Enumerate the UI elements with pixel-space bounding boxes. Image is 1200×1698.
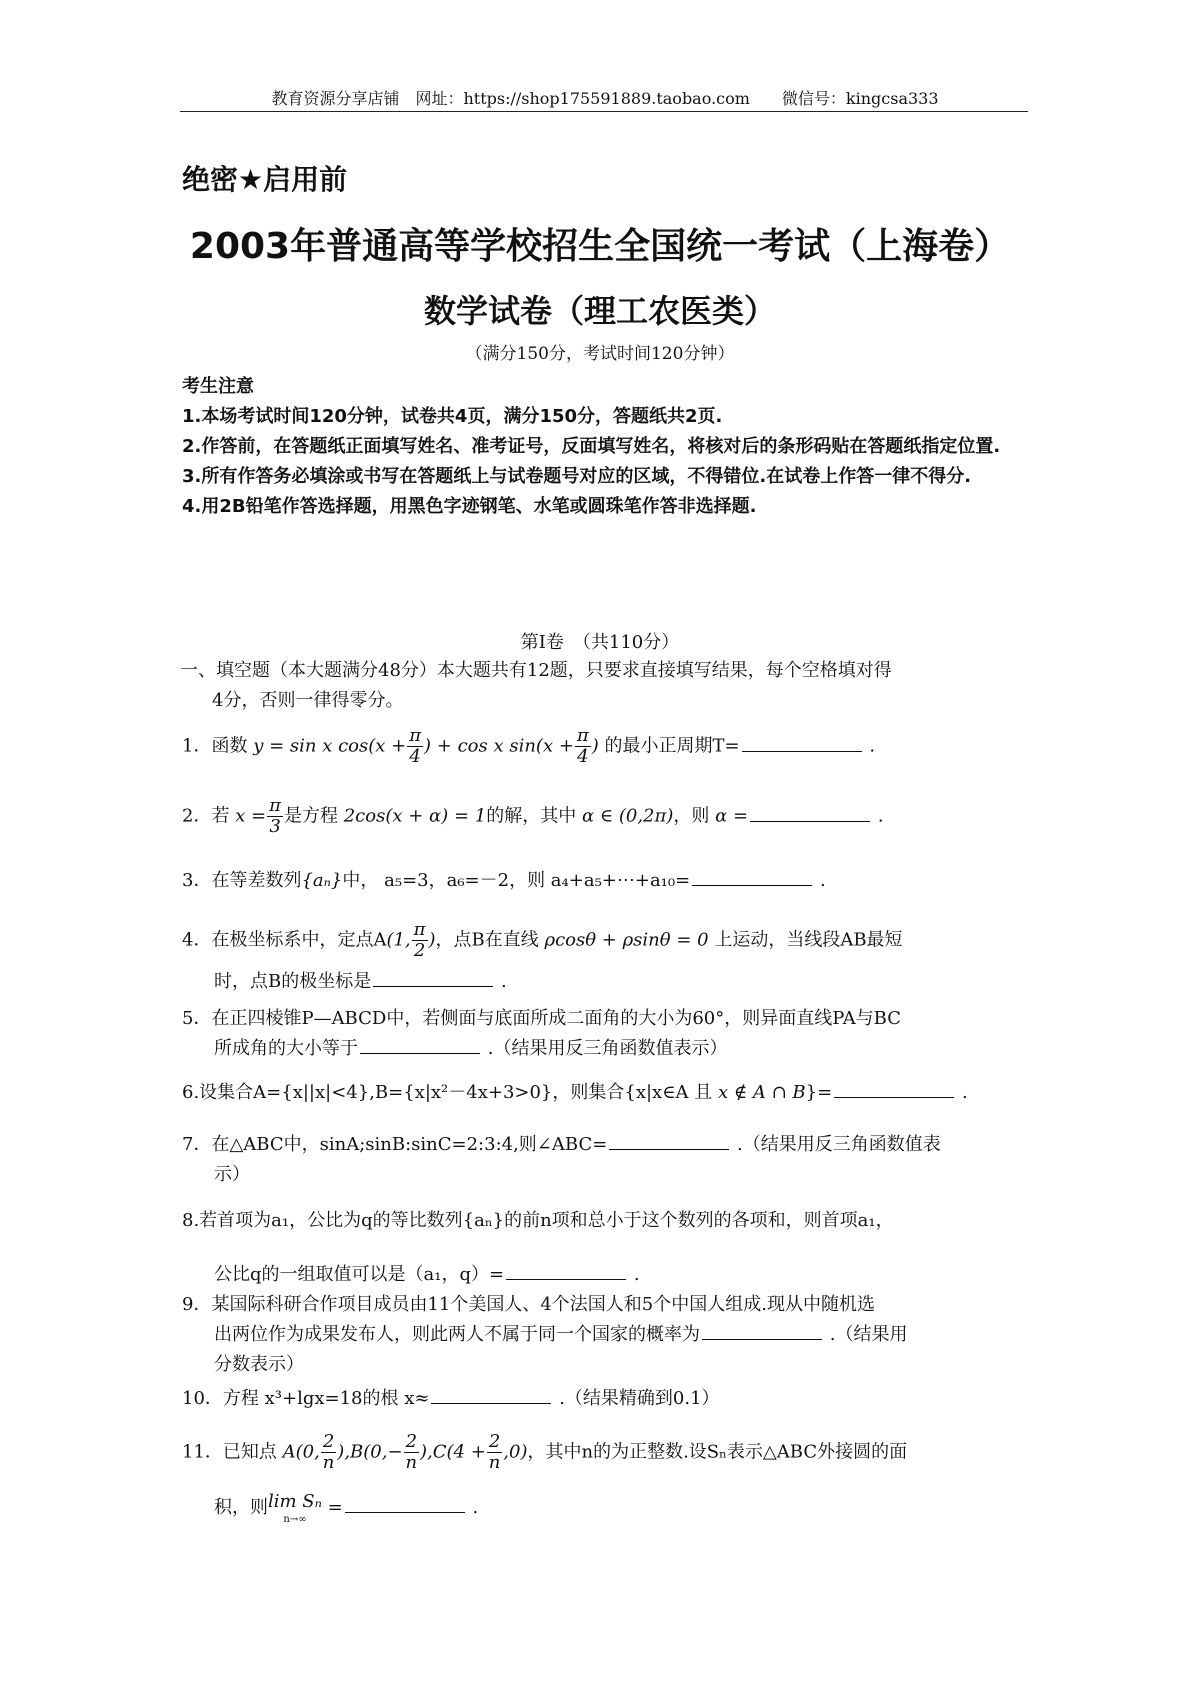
q4-end: . [500,971,507,992]
q8-answer-blank[interactable] [506,1261,626,1280]
q10-answer-blank[interactable] [431,1385,551,1404]
q1-formula-a: y = sin x cos(x + [253,735,407,757]
q11-line1: 11．已知点 A(0, $\frac{2}{n}$ ),B(0,− $\frac{2}{n}$ ),C(4 + $\frac{2}{n}$ ,0)，其中n的为正整数.设Sₙ表示△ABC外接圆的面 [182,1431,908,1473]
question-2 [182,796,1042,837]
q2-end: . [877,805,884,827]
q9-answer-blank[interactable] [702,1321,822,1340]
q2-mid: 是方程 [284,805,338,827]
q9-line2 [182,1320,1042,1350]
question-11 [182,1432,1042,1529]
q6-prefix: 6.设集合A={x||x|<4},B={x|x²－4x+3>0}，则集合{x|x∈A 且 [182,1082,713,1103]
q10-prefix: 10．方程 x³+lgx=18的根 x≈ [182,1388,430,1409]
q5-line2-prefix: 所成角的大小等于 [214,1038,358,1059]
q2-mid2: 的解，其中 [486,805,577,827]
q4-formula: ρcosθ + ρsinθ = 0 [544,929,709,951]
q8-line1: 8.若首项为a₁，公比为q的等比数列{aₙ}的前n项和总小于这个数列的各项和，则首项a₁， [182,1210,894,1231]
q11-point-b: B(0,− [350,1441,403,1463]
q6-end: . [961,1082,968,1103]
q9-line2-prefix: 出两位作为成果发布人，则此两人不属于同一个国家的概率为 [214,1324,700,1345]
q7-line1-prefix: 7．在△ABC中，sinA;sinB:sinC=2:3:4,则∠ABC= [182,1134,608,1155]
q4-line1-mid: ，点B在直线 [435,929,539,951]
part-heading: 第Ⅰ卷 （共110分） [520,632,680,653]
q6-answer-blank[interactable] [834,1079,954,1098]
q9-line1: 9．某国际科研合作项目成员由11个美国人、4个法国人和5个中国人组成.现从中随机选 [182,1294,875,1315]
q7-line2: 示） [214,1164,250,1185]
q8-end: . [633,1264,640,1285]
notice-heading: 考生注意 [182,376,254,397]
question-4 [182,920,1042,997]
notice-item-1: 1.本场考试时间120分钟，试卷共4页，满分150分，答题纸共2页. [182,406,723,427]
q9-line2-suffix: .（结果用 [829,1324,908,1345]
page-header: 教育资源分享店铺 网址：https://shop175591889.taobao.com 微信号：kingcsa333 [271,89,939,108]
question-1 [182,726,1042,767]
q11-end: . [472,1497,479,1518]
q2-formula-a: x = [235,805,267,827]
notice-block [182,372,1032,522]
q6-formula: x ∉ A ∩ B [717,1082,806,1103]
q4-line2-text: 时，点B的极坐标是 [214,971,372,992]
q1-suffix: 的最小正周期T= [604,735,740,757]
notice-item-3: 3.所有作答务必填涂或书写在答题纸上与试卷题号对应的区域，不得错位.在试卷上作答一律不得分. [182,466,972,487]
q2-prefix: 2．若 [182,805,230,827]
q1-frac-b: $\frac{\pi}{4}$ [576,725,589,767]
q1-frac-a: $\frac{\pi}{4}$ [409,725,422,767]
q3-end: . [819,870,826,891]
section-intro-line1: 一、填空题（本大题满分48分）本大题共有12题，只要求直接填写结果，每个空格填对得 [180,660,892,681]
q5-answer-blank[interactable] [360,1035,480,1054]
q5-line2-suffix: .（结果用反三角函数值表示） [487,1038,728,1059]
q3-answer-blank[interactable] [692,867,812,886]
q4-answer-blank[interactable] [373,968,493,987]
q2-formula-c: α ∈ (0,2π) [581,805,674,827]
q11-limit: lim Sₙ n→∞ [268,1491,322,1525]
q4-line1-suffix: 上运动，当线段AB最短 [714,929,903,951]
q1-end: . [869,735,876,757]
secret-label: 绝密★启用前 [182,163,348,196]
question-6 [182,1078,1042,1108]
notice-item-4: 4.用2B铅笔作答选择题，用黑色字迹钢笔、水笔或圆珠笔作答非选择题. [182,496,757,517]
section-intro [180,656,1040,716]
q6-suffix: }= [805,1082,833,1103]
q7-line1 [182,1130,1042,1160]
q8-line2 [182,1260,1042,1290]
q11-point-a: A(0, [282,1441,320,1463]
q3-mid: 中， [342,870,379,891]
q3-sequence: {aₙ} [301,870,343,891]
question-3 [182,866,1042,896]
question-10 [182,1384,1042,1414]
q9-line3: 分数表示） [214,1354,304,1375]
q1-formula-c: ) [591,735,599,757]
q1-formula-b: ) + cos x sin(x + [424,735,574,757]
q11-line2: 积，则 lim Sₙ n→∞ = . [182,1493,1042,1529]
q8-line2-prefix: 公比q的一组取值可以是（a₁，q）= [214,1264,505,1285]
q2-answer-blank[interactable] [750,803,870,822]
q7-answer-blank[interactable] [609,1131,729,1150]
section-intro-line2: 4分，否则一律得零分。 [212,690,404,711]
question-5 [182,1004,1042,1064]
q4-line1: 4．在极坐标系中，定点A(1, $\frac{\pi}{2}$ )，点B在直线 ρcosθ + ρsinθ = 0 上运动，当线段AB最短 [182,919,903,961]
q7-line1-suffix: .（结果用反三角函数值表 [737,1134,941,1155]
q2-frac: $\frac{\pi}{3}$ [269,795,281,837]
q1-prefix: 1．函数 [182,735,248,757]
q4-frac: $\frac{\pi}{2}$ [413,919,426,961]
q2-formula-b: 2cos(x + α) = 1 [343,805,487,827]
q5-line2 [182,1034,1042,1064]
q3-prefix: 3．在等差数列 [182,870,302,891]
q2-mid3: ，则 [673,805,710,827]
q4-point: (1, [386,929,411,951]
q11-line1-suffix: ，其中n的为正整数.设Sₙ表示△ABC外接圆的面 [527,1441,908,1463]
exam-subtitle: 数学试卷（理工农医类） [423,292,776,330]
notice-item-2: 2.作答前，在答题纸正面填写姓名、准考证号，反面填写姓名，将核对后的条形码贴在答题纸指定位置. [182,436,1001,457]
score-note: （满分150分，考试时间120分钟） [465,344,735,364]
header-rule [180,111,1028,112]
q1-answer-blank[interactable] [742,733,862,752]
question-7 [182,1130,1042,1190]
q11-point-c: C(4 + [432,1441,486,1463]
q11-answer-blank[interactable] [345,1494,465,1513]
q10-suffix: .（结果精确到0.1） [559,1388,720,1409]
exam-title: 2003年普通高等学校招生全国统一考试（上海卷） [189,226,1011,267]
q5-line1: 5．在正四棱锥P—ABCD中，若侧面与底面所成二面角的大小为60°，则异面直线PA与BC [182,1008,902,1029]
question-8 [182,1206,1042,1290]
q4-line1-prefix: 4．在极坐标系中，定点A [182,929,387,951]
q11-line1-prefix: 11．已知点 [182,1441,277,1463]
q3-values: a₅=3，a₆=－2，则 a₄+a₅+⋯+a₁₀= [384,870,691,891]
question-9 [182,1290,1042,1380]
q4-line2 [182,967,1042,997]
q2-formula-d: α = [715,805,749,827]
q11-line2-prefix: 积，则 [214,1497,268,1518]
